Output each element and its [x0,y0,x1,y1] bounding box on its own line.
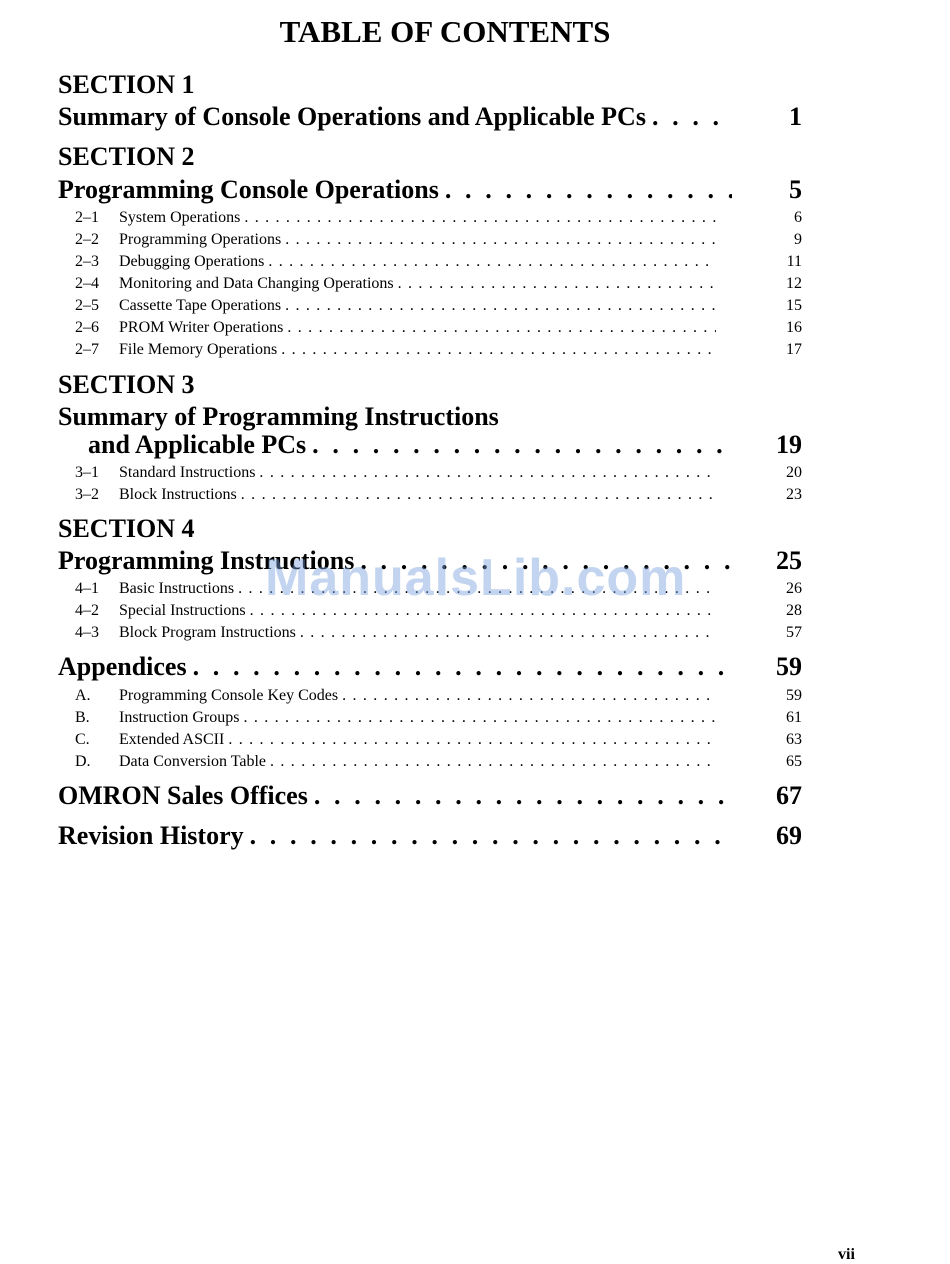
toc-entry-section-2[interactable] [58,175,802,207]
subentry-title: Instruction Groups [119,709,240,726]
watermark: ManualsLib.com [265,549,687,607]
subentry-number: 3–2 [75,486,99,503]
section-2-title: Programming Console Operations [58,175,439,204]
dot-leader [312,430,732,460]
revision-history-title: Revision History [58,821,244,850]
subentry-page: 61 [786,709,802,726]
toc-subentry[interactable] [75,319,802,339]
subentry-page: 12 [786,275,802,292]
toc-subentry[interactable] [75,753,802,773]
toc-subentry[interactable] [75,231,802,251]
subentry-page: 23 [786,486,802,503]
subentry-title: Data Conversion Table [119,753,266,770]
subentry-number: B. [75,709,90,726]
subentry-number: 4–2 [75,602,99,619]
dot-leader [270,753,716,771]
subentry-number: 4–3 [75,624,99,641]
dot-leader [193,652,732,682]
dot-leader [398,275,716,293]
subentry-title: Debugging Operations [119,253,265,270]
dot-leader [287,319,716,337]
subentry-number: 2–5 [75,297,99,314]
revision-history-page: 69 [776,821,802,850]
toc-entry-sales-offices[interactable] [58,781,802,813]
subentry-page: 28 [786,602,802,619]
toc-subentry[interactable] [75,341,802,361]
subentry-title: Programming Console Key Codes [119,687,339,704]
subentry-number: 2–1 [75,209,99,226]
subentry-page: 9 [794,231,802,248]
subentry-page: 57 [786,624,802,641]
toc-subentry[interactable] [75,731,802,751]
dot-leader [342,687,716,705]
toc-subentry[interactable] [75,253,802,273]
subentry-number: 2–4 [75,275,99,292]
subentry-number: A. [75,687,91,704]
section-3-page: 19 [776,430,802,459]
subentry-number: 2–7 [75,341,99,358]
dot-leader [285,297,716,315]
subentry-number: C. [75,731,90,748]
dot-leader [652,102,732,132]
subentry-page: 59 [786,687,802,704]
section-4-page: 25 [776,546,802,575]
page-number: vii [838,1246,855,1263]
subentry-page: 20 [786,464,802,481]
subentry-page: 63 [786,731,802,748]
section-4-title: Programming Instructions [58,546,355,575]
dot-leader [241,486,716,504]
toc-subentry[interactable] [75,464,802,484]
toc-entry-revision-history[interactable] [58,821,802,853]
subentry-number: D. [75,753,91,770]
subentry-title: File Memory Operations [119,341,278,358]
toc-entry-section-3[interactable] [88,430,802,462]
subentry-title: System Operations [119,209,241,226]
subentry-number: 2–6 [75,319,99,336]
toc-subentry[interactable] [75,624,802,644]
appendices-title: Appendices [58,652,187,681]
section-2-page: 5 [789,175,802,204]
subentry-page: 6 [794,209,802,226]
dot-leader [244,209,716,227]
toc-subentry[interactable] [75,687,802,707]
subentry-page: 26 [786,580,802,597]
dot-leader [314,781,732,811]
sales-offices-page: 67 [776,781,802,810]
subentry-number: 2–2 [75,231,99,248]
section-3-title: Summary of Programming Instructions [58,402,499,431]
subentry-title: Programming Operations [119,231,282,248]
subentry-number: 3–1 [75,464,99,481]
section-3-title-continued: and Applicable PCs [88,430,307,459]
subentry-title: Special Instructions [119,602,246,619]
section-1-title: Summary of Console Operations and Applicable PCs [58,102,646,131]
toc-entry-section-1[interactable] [58,102,802,134]
subentry-title: Standard Instructions [119,464,256,481]
subentry-page: 17 [786,341,802,358]
subentry-title: Monitoring and Data Changing Operations [119,275,394,292]
subentry-page: 11 [786,253,802,270]
toc-subentry[interactable] [75,486,802,506]
toc-subentry[interactable] [75,209,802,229]
section-1-page: 1 [789,102,802,131]
dot-leader [268,253,716,271]
section-1-label: SECTION 1 [58,70,195,99]
toc-subentry[interactable] [75,297,802,317]
subentry-title: Basic Instructions [119,580,235,597]
subentry-title: Block Instructions [119,486,237,503]
subentry-number: 2–3 [75,253,99,270]
subentry-title: Extended ASCII [119,731,225,748]
toc-subentry[interactable] [75,709,802,729]
section-4-label: SECTION 4 [58,514,195,543]
dot-leader [250,821,732,851]
subentry-page: 65 [786,753,802,770]
appendices-page: 59 [776,652,802,681]
subentry-title: PROM Writer Operations [119,319,284,336]
dot-leader [228,731,716,749]
dot-leader [281,341,716,359]
section-3-label: SECTION 3 [58,370,195,399]
dot-leader [243,709,716,727]
dot-leader [285,231,716,249]
sales-offices-title: OMRON Sales Offices [58,781,308,810]
toc-subentry[interactable] [75,275,802,295]
dot-leader [300,624,716,642]
section-2-label: SECTION 2 [58,142,195,171]
subentry-page: 16 [786,319,802,336]
subentry-page: 15 [786,297,802,314]
page-title: TABLE OF CONTENTS [279,14,611,49]
dot-leader [445,175,732,205]
subentry-title: Block Program Instructions [119,624,296,641]
subentry-number: 4–1 [75,580,99,597]
subentry-title: Cassette Tape Operations [119,297,282,314]
toc-entry-appendices[interactable] [58,652,802,684]
dot-leader [259,464,716,482]
